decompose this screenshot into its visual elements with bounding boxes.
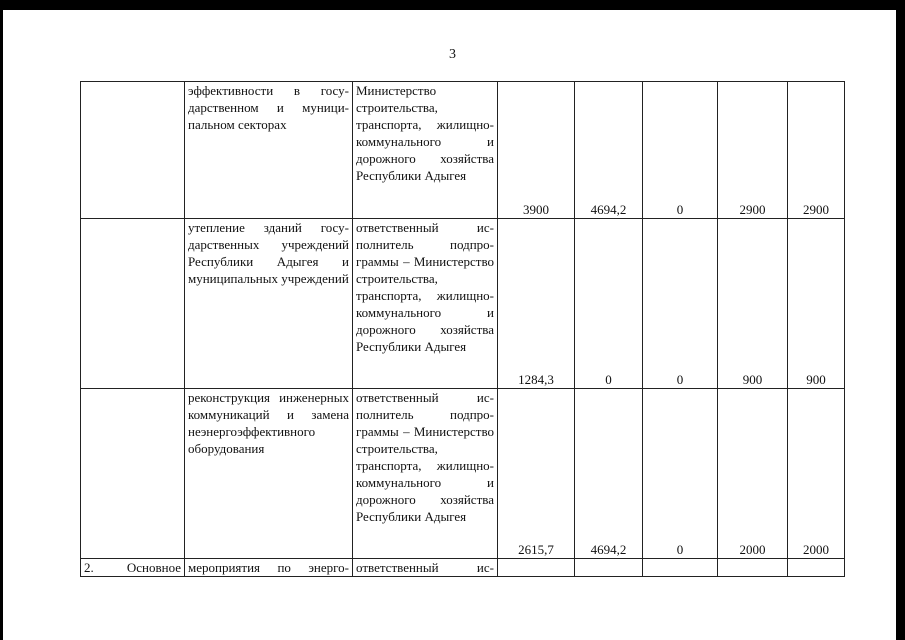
cell-value: 2900 [788, 82, 845, 219]
cell-value: 2615,7 [498, 389, 575, 559]
cell-value: 0 [575, 219, 643, 389]
cell-value [788, 559, 845, 577]
scan-edge-right [896, 0, 905, 640]
cell-activity: реконструкция инженерных коммуникаций и замена неэнергоэффективного оборудования [185, 389, 353, 559]
page-number: 3 [449, 47, 456, 62]
cell-executor: ответственный исполнитель подпрограммы – Министерство строительства, транспорта, жилищно-коммунального и дорожного хозяйства Республики Адыгея [353, 219, 498, 389]
cell-value: 0 [643, 82, 718, 219]
cell-executor: Министерство строительства, транспорта, жилищно-коммунального и дорожного хозяйства Республики Адыгея [353, 82, 498, 219]
cell-value: 2900 [718, 82, 788, 219]
scan-edge-left [0, 0, 3, 640]
cell-value [575, 559, 643, 577]
cell-activity: мероприятия по энерго- [185, 559, 353, 577]
cell-activity: утепление зданий государственных учреждений Республики Адыгея и муниципальных учреждений [185, 219, 353, 389]
cell-number [81, 389, 185, 559]
cell-executor: ответственный исполнитель подпрограммы – Министерство строительства, транспорта, жилищно-коммунального и дорожного хозяйства Республики Адыгея [353, 389, 498, 559]
cell-value: 1284,3 [498, 219, 575, 389]
cell-value: 4694,2 [575, 389, 643, 559]
table-row [81, 559, 845, 577]
cell-number: 2. Основное [81, 559, 185, 577]
table-row [81, 389, 845, 559]
cell-number [81, 219, 185, 389]
program-table [80, 81, 845, 577]
cell-value: 4694,2 [575, 82, 643, 219]
cell-value: 2000 [788, 389, 845, 559]
cell-value: 900 [718, 219, 788, 389]
cell-number [81, 82, 185, 219]
cell-value: 0 [643, 389, 718, 559]
cell-value [718, 559, 788, 577]
scan-edge-top [0, 0, 905, 10]
table-row [81, 219, 845, 389]
cell-value [643, 559, 718, 577]
cell-value [498, 559, 575, 577]
cell-value: 0 [643, 219, 718, 389]
cell-value: 2000 [718, 389, 788, 559]
table-row [81, 82, 845, 219]
cell-value: 900 [788, 219, 845, 389]
cell-executor: ответственный ис- [353, 559, 498, 577]
cell-value: 3900 [498, 82, 575, 219]
cell-activity: эффективности в государственном и муниципальном секторах [185, 82, 353, 219]
